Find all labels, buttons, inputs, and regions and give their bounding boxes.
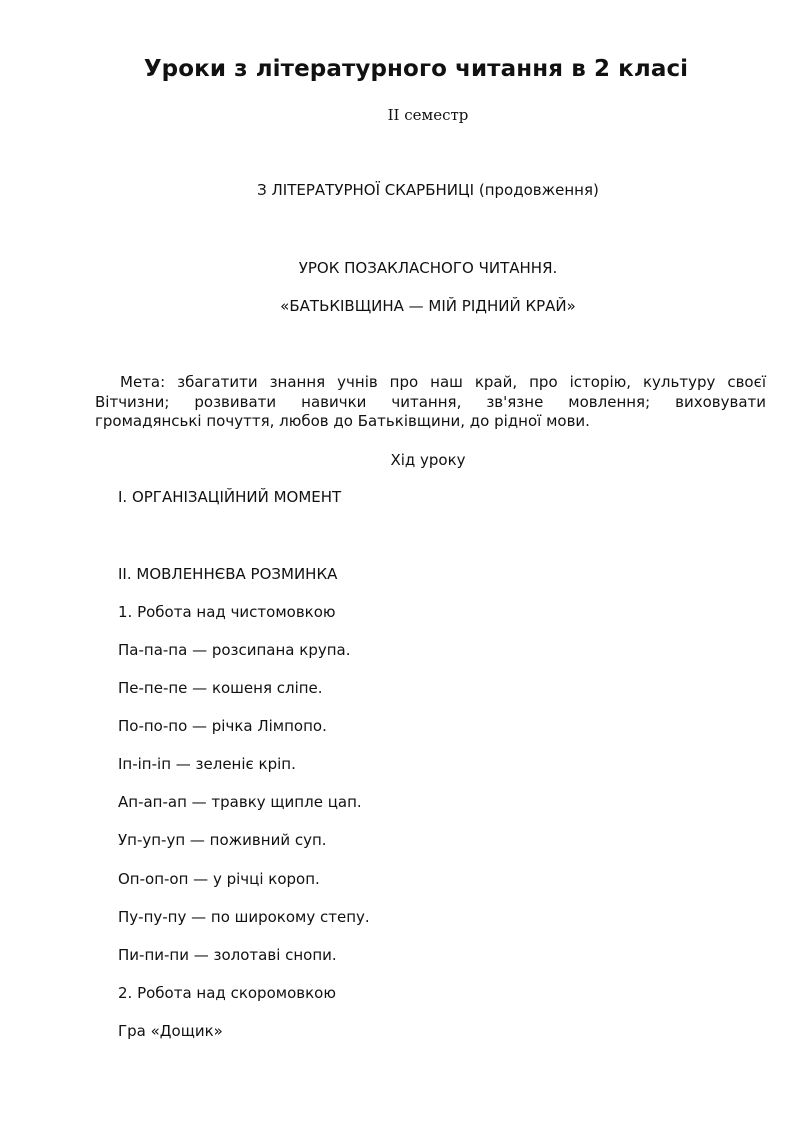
goal-line: Мета: збагатити знання учнів про наш край, про історію, культуру своєї — [120, 373, 766, 391]
tongue-twister-line: Пе-пе-пе — кошеня сліпе. — [118, 679, 323, 697]
tongue-twister-line: Уп-уп-уп — поживний суп. — [118, 831, 327, 849]
game-title: Гра «Дощик» — [118, 1022, 223, 1040]
tongue-twister-line: Па-па-па — розсипана крупа. — [118, 641, 351, 659]
semester-label: ІІ семестр — [387, 106, 469, 124]
lesson-heading: УРОК ПОЗАКЛАСНОГО ЧИТАННЯ. — [298, 259, 558, 277]
tongue-twister-line: Ап-ап-ап — травку щипле цап. — [118, 793, 362, 811]
course-heading: Хід уроку — [390, 451, 466, 469]
lesson-goal — [95, 373, 766, 432]
lesson-name: «БАТЬКІВЩИНА — МІЙ РІДНИЙ КРАЙ» — [280, 297, 576, 315]
tongue-twister-line: Іп-іп-іп — зеленіє кріп. — [118, 755, 296, 773]
goal-line: громадянські почуття, любов до Батьківщини, до рідної мови. — [95, 412, 590, 430]
part-heading-speech-warmup: ІІ. МОВЛЕННЄВА РОЗМИНКА — [118, 565, 338, 583]
tongue-twister-line: По-по-по — річка Лімпопо. — [118, 717, 327, 735]
tongue-twister-line: Пу-пу-пу — по широкому степу. — [118, 908, 370, 926]
tongue-twister-line: Оп-оп-оп — у річці короп. — [118, 870, 320, 888]
part-heading-organizational: І. ОРГАНІЗАЦІЙНИЙ МОМЕНТ — [118, 488, 342, 506]
task-heading: 2. Робота над скоромовкою — [118, 984, 336, 1002]
task-heading: 1. Робота над чистомовкою — [118, 603, 336, 621]
section-heading: З ЛІТЕРАТУРНОЇ СКАРБНИЦІ (продовження) — [257, 181, 599, 199]
goal-line: Вітчизни; розвивати навички читання, зв'язне мовлення; виховувати — [95, 392, 766, 411]
tongue-twister-line: Пи-пи-пи — золотаві снопи. — [118, 946, 337, 964]
document-title: Уроки з літературного читання в 2 класі — [143, 56, 689, 82]
